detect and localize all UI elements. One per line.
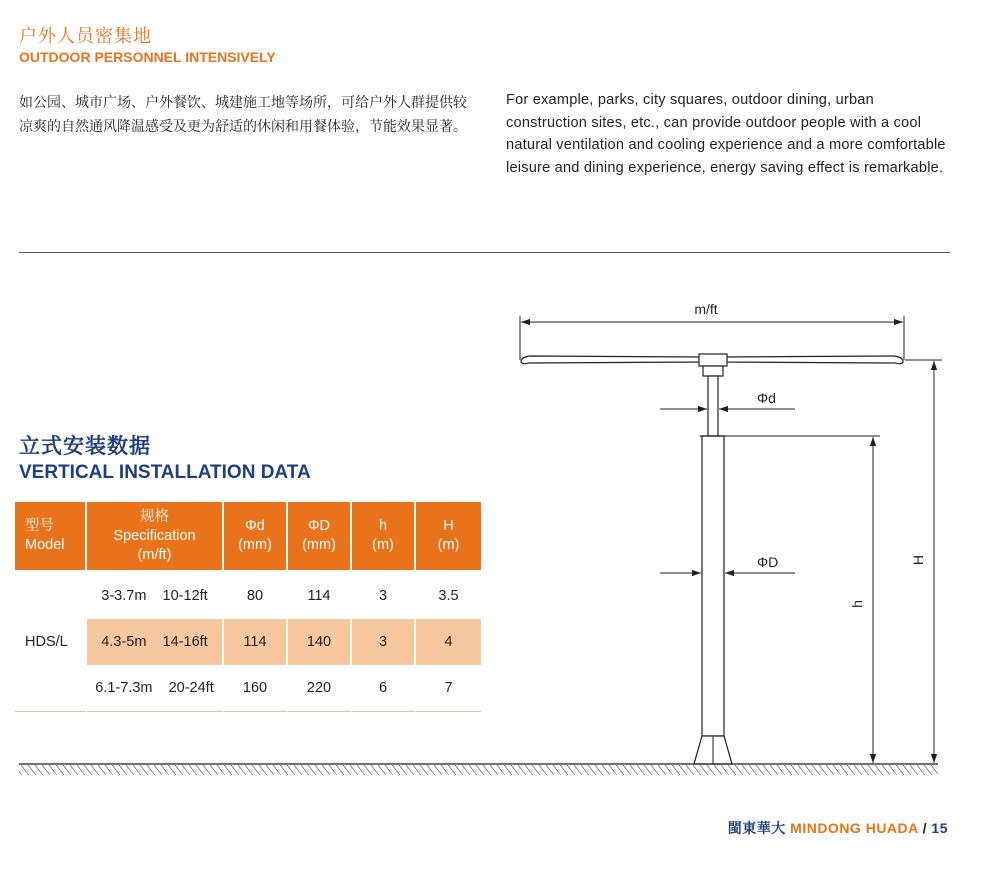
header-phi-d-unit: (mm): [238, 537, 272, 553]
ground-hatch: [19, 765, 938, 775]
header-spec-cn: 规格: [140, 508, 169, 525]
footer-separator: /: [922, 820, 928, 836]
h-cell: 3: [352, 573, 416, 619]
fan-blade-right: [724, 356, 903, 364]
brand-name-en: MINDONG HUADA: [790, 820, 919, 836]
phi-D-cell: 114: [288, 573, 352, 619]
phi-d-label: Φd: [757, 390, 776, 406]
phi-D-cell: 140: [288, 619, 352, 665]
upper-pole: [708, 376, 718, 436]
h-cell: 3: [352, 619, 416, 665]
intro-paragraph-cn: 如公园、城市广场、户外餐饮、城建施工地等场所，可给户外人群提供较凉爽的自然通风降温感受及更为舒适的休闲和用餐体验，节能效果显著。: [19, 94, 467, 134]
spec-ft: 14-16ft: [162, 634, 208, 650]
header-phi-D-label: ΦD: [307, 518, 331, 534]
page-title-cn: 户外人员密集地: [19, 26, 152, 46]
section-title-en: VERTICAL INSTALLATION DATA: [19, 462, 311, 483]
H-label: H: [910, 554, 926, 566]
header-h-unit: (m): [372, 537, 394, 553]
h-label: h: [849, 600, 865, 608]
H-cell: 3.5: [438, 588, 459, 604]
header-phi-D-unit: (mm): [302, 537, 336, 553]
H-cell: 7: [416, 665, 481, 712]
phi-d-cell: 114: [224, 619, 288, 665]
intro-paragraph-en: For example, parks, city squares, outdoor dining, urban construction sites, etc., can provide outdoor people with a cool natural ventilation and cooling experience and a more comfortable leisure and dining experience, energy saving effect is remarkable.: [506, 92, 946, 176]
lower-pole: [702, 436, 724, 736]
h-cell: 6: [352, 665, 416, 712]
phi-d-cell: 160: [224, 665, 288, 712]
fan-blade-left: [521, 356, 704, 364]
spec-m: 4.3-5m: [101, 634, 147, 650]
page-title-en: OUTDOOR PERSONNEL INTENSIVELY: [19, 49, 276, 65]
phi-D-label: ΦD: [757, 554, 779, 570]
spec-m: 3-3.7m: [101, 588, 147, 604]
phi-d-cell: 80: [224, 573, 288, 619]
header-spec-unit: (m/ft): [137, 546, 172, 563]
header-phi-d-label: Φd: [245, 518, 265, 534]
fan-hub: [699, 354, 727, 366]
model-cell: HDS/L: [15, 573, 87, 712]
header-H-unit: (m): [437, 537, 460, 553]
H-cell: 4: [416, 619, 481, 665]
header-spec-en: Specification: [113, 527, 196, 544]
page-number: 15: [931, 820, 948, 836]
brand-name-cn: 閩東華大: [727, 820, 786, 836]
header-model-en: Model: [25, 537, 65, 553]
spec-ft: 20-24ft: [168, 680, 214, 696]
spec-ft: 10-12ft: [162, 588, 208, 604]
header-h-label: h: [378, 518, 388, 534]
page-footer: [728, 818, 948, 838]
section-title-cn: 立式安装数据: [19, 435, 151, 458]
header-H-label: H: [443, 518, 454, 534]
phi-D-cell: 220: [288, 665, 352, 712]
header-model-cn: 型号: [25, 518, 54, 534]
spec-m: 6.1-7.3m: [95, 680, 153, 696]
span-label: m/ft: [694, 301, 718, 317]
motor-housing: [703, 366, 723, 376]
